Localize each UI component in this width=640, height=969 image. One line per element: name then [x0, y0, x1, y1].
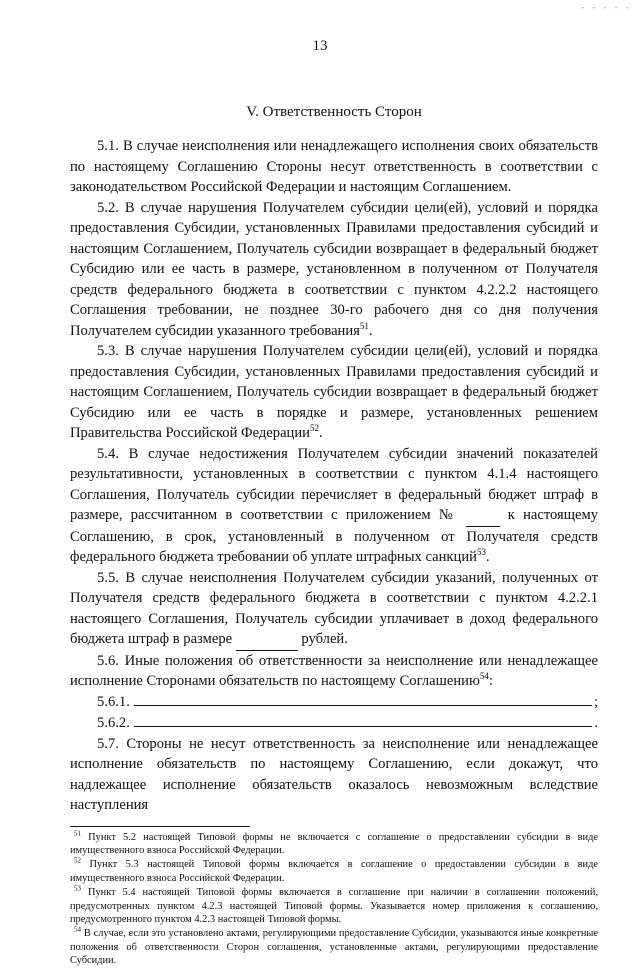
footnote-52: $^{52}$ Пункт 5.3 настоящей Типовой формы включается в соглашение о предоставлении субсидии в виде имущественного взноса Российской Федерации.: [70, 856, 598, 884]
clause-5-4: 5.4. В случае недостижения Получателем субсидии значений показателей результативности, установленных в соответствии с пунктом 4.1.4 настоящего Соглашения, Получатель субсидии перечисляет в федеральный бюджет штраф в размере, рассчитанном в соответствии с приложением № к настоящему Соглашению, в срок, установленный в полученном от Получателя средств федерального бюджета требовании об уплате штрафных санкций$^{53}$.: [70, 445, 599, 565]
footnote-ref-54[interactable]: 54: [479, 671, 489, 682]
corner-marks: - - - - -: [581, 2, 632, 12]
clause-5-5: 5.5. В случае неисполнения Получателем субсидии указаний, полученных от Получателя средств федерального бюджета в соответствии с пунктом 4.2.2.1 настоящего Соглашения, Получатель субсидии уплачивает в доход федерального бюджета штраф в размере рублей.: [70, 568, 598, 651]
footnote-divider: [70, 826, 250, 827]
footnote-ref-51[interactable]: 51: [359, 320, 369, 331]
clause-5-7: 5.7. Стороны не несут ответственность за неисполнение или ненадлежащее исполнение обязательств по настоящему Соглашению, если докажут, что надлежащее исполнение обязательств оказалось невозможным вследствие наступления: [70, 735, 598, 813]
clause-5-6-2: 5.6.2. .: [97, 714, 598, 731]
footnote-ref-52[interactable]: 52: [309, 423, 319, 434]
clause-5-6-1-blank[interactable]: [134, 704, 592, 706]
fine-amount-blank[interactable]: [236, 629, 298, 651]
footnote-53: $^{53}$ Пункт 5.4 настоящей Типовой формы включается в соглашение при наличии в соглашении положений, предусмотренных пунктом 4.2.3 настоящей Типовой формы. Указывается номер приложения к соглашению, предусмотренного пунктом 4.2.3 настоящей Типовой формы.: [70, 884, 598, 925]
document-body: [70, 104, 598, 969]
footnote-ref-53[interactable]: 53: [476, 547, 486, 558]
footnote-54: $^{54}$ В случае, если это установлено актами, регулирующими предоставление Субсидии, указываются иные конкретные положения об ответственности Сторон соглашения, установленные актами, регулирующими предоставление Субсидии.: [70, 925, 598, 967]
clause-5-3: 5.3. В случае нарушения Получателем субсидии цели(ей), условий и порядка предоставления Субсидии, установленных Правилами предоставления субсидий и настоящим Соглашением, Получатель субсидии возвращает в федеральный бюджет Субсидию или ее часть в порядке и размере, установленных решением Правительства Российской Федерации$^{52}$.: [70, 343, 598, 441]
clause-5-6-1: 5.6.1. ;: [97, 693, 598, 710]
clause-5-1: 5.1. В случае неисполнения или ненадлежащего исполнения своих обязательств по настоящему Соглашению Стороны несут ответственность в соответствии с законодательством Российской Федерации и настоящим Соглашением.: [70, 138, 598, 195]
page-number: 13: [312, 38, 328, 54]
appendix-number-blank[interactable]: [466, 505, 500, 527]
footnote-51: $^{51}$ Пункт 5.2 настоящей Типовой формы не включается с соглашение о предоставлении субсидии в виде имущественного взноса Российской Федерации.: [70, 829, 598, 856]
clause-5-6: 5.6. Иные положения об ответственности за неисполнение или ненадлежащее исполнение Сторонами обязательств по настоящему Соглашению$^{54}$:: [70, 652, 598, 689]
section-heading: V. Ответственность Сторон: [246, 104, 422, 120]
clause-5-6-2-blank[interactable]: [134, 725, 593, 727]
clause-5-2: 5.2. В случае нарушения Получателем субсидии цели(ей), условий и порядка предоставления Субсидии, установленных Правилами предоставления субсидий и настоящим Соглашением, Получатель субсидии возвращает в федеральный бюджет Субсидию или ее часть в размере, установленном в полученном от Получателя средств федерального бюджета в соответствии с пунктом 4.2.2.2 настоящего Соглашения требовании, не позднее 30-го рабочего дня со дня получения Получателем субсидии указанного требования$^{51}$.: [70, 199, 598, 339]
